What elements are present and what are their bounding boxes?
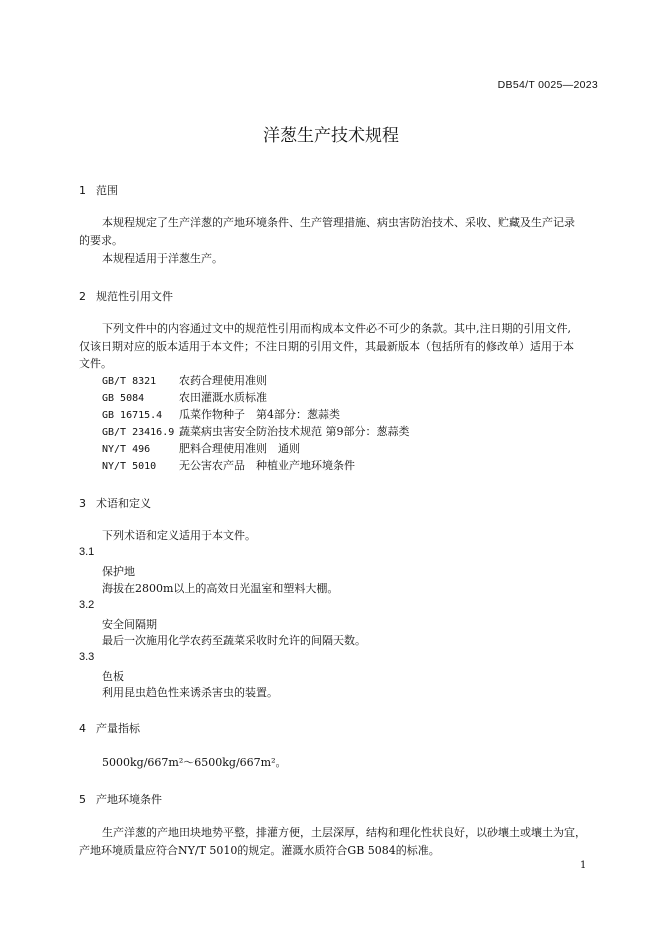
section-title: 产量指标	[96, 722, 140, 735]
document-title: 洋葱生产技术规程	[263, 126, 399, 146]
section-number: 4	[79, 722, 86, 735]
paragraph-line: 产地环境质量应符合NY/T 5010的规定。灌溉水质符合GB 5084的标准。	[79, 844, 440, 857]
section-heading-2	[79, 288, 173, 304]
section-heading-1	[79, 182, 118, 198]
reference-name: 农田灌溉水质标准	[179, 391, 267, 404]
reference-item	[102, 457, 355, 476]
reference-name: 瓜菜作物种子 第4部分：葱蒜类	[179, 408, 340, 421]
section-title: 规范性引用文件	[96, 290, 173, 303]
section-heading-5	[79, 791, 162, 807]
reference-code: GB 5084	[102, 393, 145, 404]
paragraph-line: 下列术语和定义适用于本文件。	[102, 529, 256, 542]
document-code: DB54/T 0025—2023	[497, 79, 598, 91]
reference-code: NY/T 5010	[102, 461, 157, 472]
paragraph-line: 生产洋葱的产地田块地势平整，排灌方便，土层深厚，结构和理化性状良好，以砂壤土或壤土为宜，	[102, 826, 586, 839]
page-number: 1	[580, 860, 587, 871]
term-number: 3.1	[79, 546, 95, 558]
term-definition: 海拔在2800m以上的高效日光温室和塑料大棚。	[102, 582, 339, 595]
paragraph-line: 仅该日期对应的版本适用于本文件；不注日期的引用文件，其最新版本（包括所有的修改单）适用于本	[79, 340, 574, 353]
term-definition: 利用昆虫趋色性来诱杀害虫的装置。	[102, 686, 278, 699]
section-number: 3	[79, 497, 86, 510]
reference-name: 农药合理使用准则	[179, 374, 267, 387]
reference-code: GB/T 8321	[102, 376, 157, 387]
section-title: 术语和定义	[96, 497, 151, 510]
paragraph-line: 本规程适用于洋葱生产。	[102, 252, 223, 265]
section-title: 范围	[96, 184, 118, 197]
section-number: 2	[79, 290, 86, 303]
section-number: 5	[79, 793, 86, 806]
term-name: 保护地	[102, 565, 135, 578]
reference-code: GB 16715.4	[102, 410, 163, 421]
paragraph-line: 的要求。	[79, 234, 123, 247]
paragraph-line: 下列文件中的内容通过文中的规范性引用而构成本文件必不可少的条款。其中,注日期的引用文件,	[102, 322, 571, 335]
paragraph-line: 本规程规定了生产洋葱的产地环境条件、生产管理措施、病虫害防治技术、采收、贮藏及生产记录	[102, 216, 575, 229]
section-number: 1	[79, 184, 86, 197]
term-number: 3.3	[79, 651, 95, 663]
reference-code: GB/T 23416.9	[102, 427, 175, 438]
term-name: 色板	[102, 670, 124, 683]
reference-name: 无公害农产品 种植业产地环境条件	[179, 459, 355, 472]
term-number: 3.2	[79, 599, 95, 611]
paragraph-line: 文件。	[79, 357, 112, 370]
term-definition: 最后一次施用化学农药至蔬菜采收时允许的间隔天数。	[102, 634, 366, 647]
section-title: 产地环境条件	[96, 793, 162, 806]
term-name: 安全间隔期	[102, 618, 157, 631]
section-heading-4	[79, 720, 140, 736]
reference-name: 蔬菜病虫害安全防治技术规范 第9部分：葱蒜类	[179, 425, 410, 438]
section-heading-3	[79, 495, 151, 511]
yield-value: 5000kg/667m²～6500kg/667m²。	[102, 756, 287, 769]
reference-code: NY/T 496	[102, 444, 151, 455]
reference-name: 肥料合理使用准则 通则	[179, 442, 300, 455]
